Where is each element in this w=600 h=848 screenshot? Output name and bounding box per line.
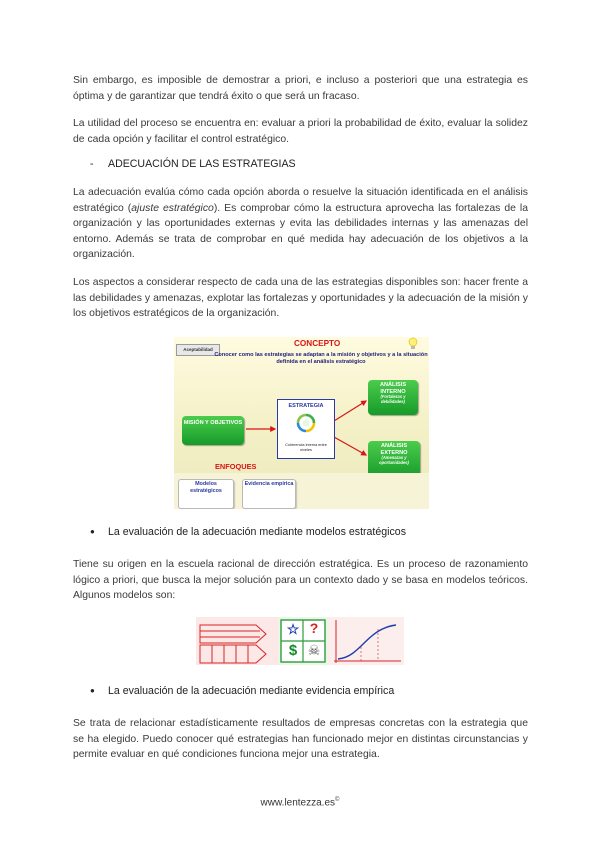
bullet-modelos-text: La evaluación de la adecuación mediante modelos estratégicos <box>108 526 406 538</box>
paragraph-adecuacion-part2: ). Es comprobar cómo la estructura aprovecha las fortalezas de la organización y las oportunidades externas y evita las debilidades internas y las amenazas del entorno. Además se trata de comprobar en qué medida hay adecuación de los objetivos a la organización. <box>73 202 528 261</box>
dollar-icon: $ <box>288 642 298 659</box>
paragraph-aspects: Los aspectos a considerar respecto de cada una de las estrategias disponibles son: hacer frente a las debilidades y amenazas, explotar las fortalezas y oportunidades y la adecuación de la misión y los objetivos estratégicos de la organización. <box>73 277 528 320</box>
paragraph-adecuacion <box>73 185 528 263</box>
paragraph-evidencia: Se trata de relacionar estadísticamente resultados de empresas concretas con la estrategia que se ha elegido. Puedo conocer qué estrategias han funcionado mejor en distintas circunstancias y permite evaluar en qué condiciones funciona mejor una estrategia. <box>73 718 528 761</box>
box-externo-title: ANÁLISIS EXTERNO <box>380 443 408 456</box>
dog-icon: ☠ <box>307 642 321 658</box>
heading-dash: - <box>90 158 94 170</box>
diagram-enfoques-label: ENFOQUES <box>215 462 257 471</box>
diagram-subtitle: Conocer como las estrategias se adaptan a la misión y objetivos y a la situación definida en el análisis estratégico <box>214 352 428 365</box>
box-analisis-interno <box>368 380 418 415</box>
bullet-marker: ● <box>90 686 95 695</box>
models-strip <box>196 617 404 665</box>
box-mision-objetivos <box>182 416 244 445</box>
paragraph-utility: La utilidad del proceso se encuentra en: evaluar a priori la probabilidad de éxito, evaluar la solidez de cada opción y facilitar el control estratégico. <box>73 118 528 145</box>
box-externo-sub: (Amenazas y oportunidades) <box>379 455 409 465</box>
diagram-tag: Aceptabilidad <box>176 344 220 356</box>
paragraph-intro: Sin embargo, es imposible de demostrar a priori, e incluso a posteriori que una estrategia es óptima y de garantizar que tendrá éxito o que será un fracaso. <box>73 75 528 102</box>
box-interno-title: ANÁLISIS INTERNO <box>379 382 407 395</box>
box-mision-label: MISIÓN Y OBJETIVOS <box>183 420 243 426</box>
footer-copyright-mark: © <box>335 797 340 803</box>
box-estrategia-caption: Coherencia interna entre niveles <box>285 443 327 452</box>
box-estrategia <box>277 399 335 459</box>
page-footer <box>0 797 600 808</box>
bullet-evidencia <box>90 685 394 697</box>
box-evidencia-empirica: Evidencia empírica <box>242 479 296 509</box>
section-heading <box>90 158 296 170</box>
star-icon: ☆ <box>286 621 300 637</box>
bullet-evidencia-text: La evaluación de la adecuación mediante evidencia empírica <box>108 685 395 697</box>
box-estrategia-label: ESTRATEGIA <box>288 403 324 409</box>
question-icon: ? <box>309 620 319 636</box>
box-modelos-estrategicos: Modelos estratégicos <box>178 479 234 509</box>
bullet-modelos <box>90 526 406 538</box>
bullet-marker: ● <box>90 527 95 536</box>
cycle-arrows-icon <box>296 413 316 433</box>
heading-text: ADECUACIÓN DE LAS ESTRATEGIAS <box>108 158 296 170</box>
paragraph-modelos: Tiene su origen en la escuela racional de dirección estratégica. Es un proceso de razonamiento lógico a priori, que busca la mejor solución para un contexto dado y se basa en modelos teóricos. Algunos modelos son: <box>73 559 528 602</box>
concept-diagram <box>174 337 429 509</box>
footer-site: www.lentezza.es <box>260 797 336 809</box>
diagram-title: CONCEPTO <box>294 339 341 348</box>
paragraph-adecuacion-part1: La adecuación evalúa cómo cada opción aborda o resuelve la situación identificada en el análisis estratégico ( <box>73 187 528 214</box>
paragraph-adecuacion-emphasis: ajuste estratégico <box>131 202 214 214</box>
box-interno-sub: (Fortalezas y debilidades) <box>380 394 406 404</box>
